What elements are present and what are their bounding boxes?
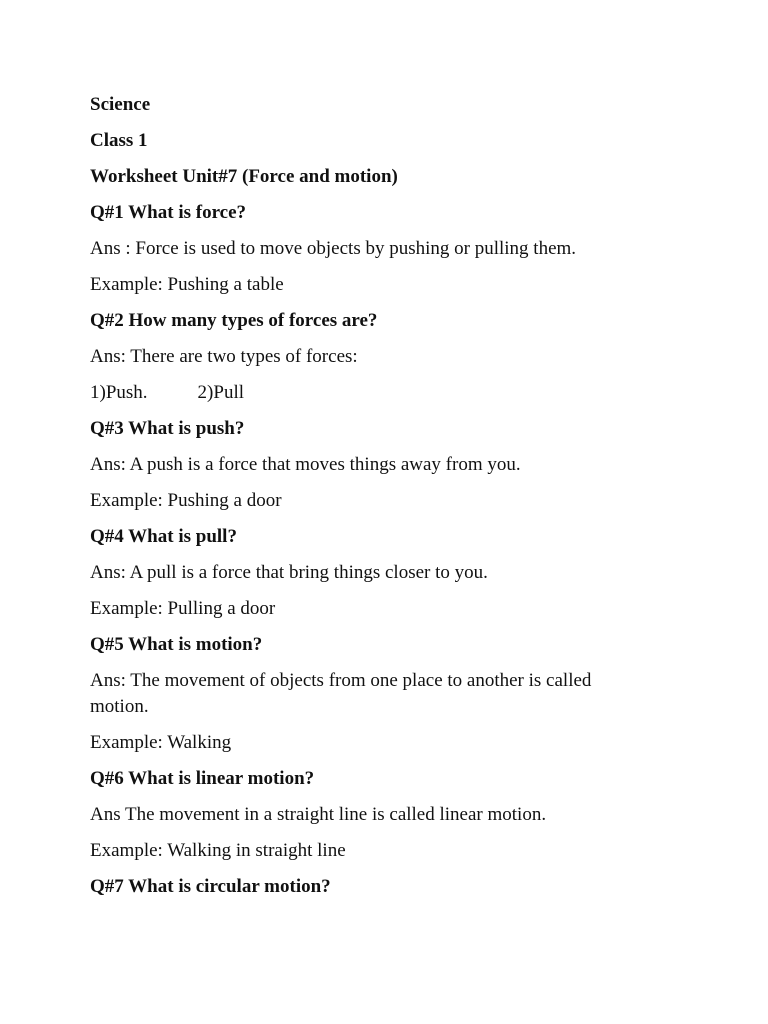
example-5: Example: Walking: [90, 732, 232, 753]
answer-3: Ans: A push is a force that moves things away from you.: [90, 454, 521, 475]
question-6: Q#6 What is linear motion?: [90, 768, 315, 789]
class-heading: Class 1: [90, 130, 148, 151]
question-7: Q#7 What is circular motion?: [90, 876, 331, 897]
answer-2: Ans: There are two types of forces:: [90, 346, 358, 367]
answer-4: Ans: A pull is a force that bring things closer to you.: [90, 562, 488, 583]
example-4: Example: Pulling a door: [90, 598, 276, 619]
example-6: Example: Walking in straight line: [90, 840, 346, 861]
question-5: Q#5 What is motion?: [90, 634, 263, 655]
example-3: Example: Pushing a door: [90, 490, 282, 511]
force-types-list: [90, 380, 244, 406]
answer-6: Ans The movement in a straight line is called linear motion.: [90, 804, 547, 825]
worksheet-title: Worksheet Unit#7 (Force and motion): [90, 166, 398, 187]
question-4: Q#4 What is pull?: [90, 526, 237, 547]
question-3: Q#3 What is push?: [90, 418, 245, 439]
example-1: Example: Pushing a table: [90, 274, 284, 295]
question-2: Q#2 How many types of forces are?: [90, 310, 378, 331]
answer-5: Ans: The movement of objects from one place to another is called motion.: [90, 670, 592, 717]
force-type-push: 1)Push.: [90, 382, 148, 403]
answer-1: Ans : Force is used to move objects by pushing or pulling them.: [90, 238, 577, 259]
question-1: Q#1 What is force?: [90, 202, 247, 223]
subject-heading: Science: [90, 94, 151, 115]
force-type-pull: 2)Pull: [197, 382, 244, 403]
